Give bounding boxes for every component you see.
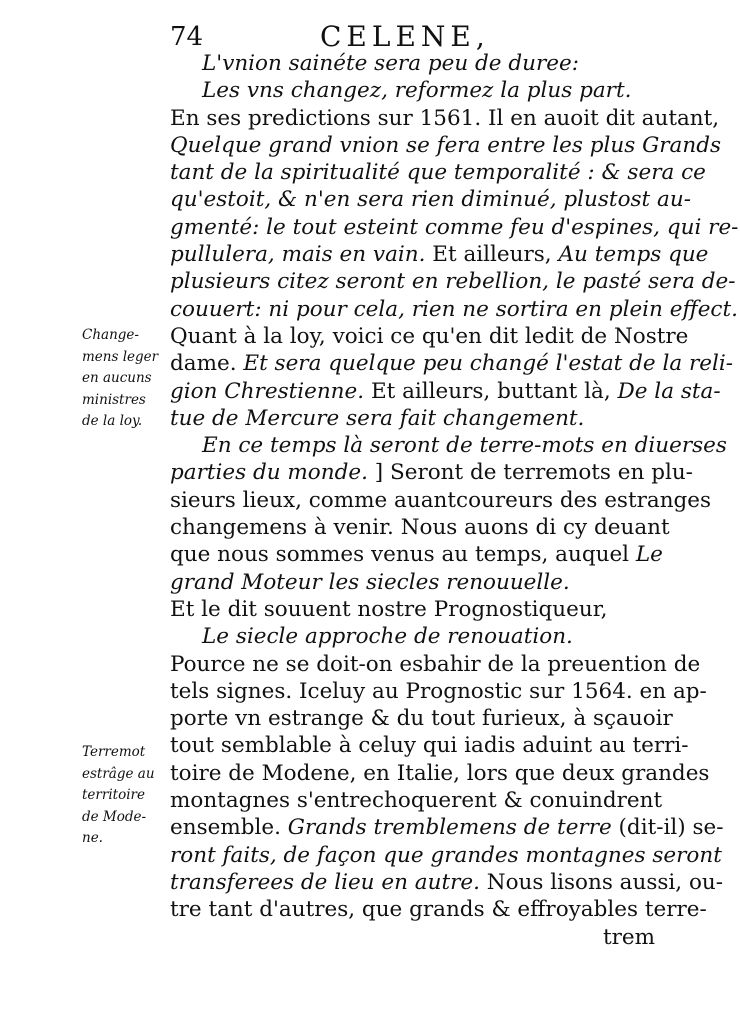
line-text: tout semblable à celuy qui iadis aduint au terri-: [170, 733, 689, 759]
margin-note-line: de la loy.: [82, 413, 143, 429]
line-text-tail: Et ailleurs, buttant là,: [370, 378, 611, 404]
text-line: [170, 514, 670, 541]
line-text: Quant à la loy, voici ce qu'en dit ledit de Nostre: [170, 323, 689, 349]
line-text: pullulera, mais en vain.: [170, 242, 426, 268]
text-line: [170, 405, 655, 432]
line-text: En ses predictions sur 1561. Il en auoit dit autant,: [170, 105, 720, 131]
line-text: L'vnion sainéte sera peu de duree:: [202, 51, 579, 76]
text-line: [170, 241, 709, 268]
line-text: qu'estoit, & n'en sera rien diminué, plustost au-: [170, 187, 691, 213]
text-line: [170, 77, 655, 104]
line-text-tail: Nous lisons aussi, ou-: [486, 869, 724, 895]
line-text: parties du monde.: [170, 460, 368, 486]
margin-note-1: [82, 325, 168, 433]
line-text: gmenté: le tout esteint comme feu d'espines, qui re-: [170, 214, 739, 240]
page-header: [170, 22, 670, 52]
text-line: [170, 214, 739, 241]
margin-note-line: mens leger: [82, 348, 159, 365]
margin-note-line: en aucuns: [82, 370, 152, 386]
margin-note-2: [82, 742, 168, 850]
text-line: [170, 186, 691, 213]
line-text: tels signes. Iceluy au Prognostic sur 1564. en ap-: [170, 678, 707, 704]
text-line: [170, 296, 738, 323]
text-line: [170, 678, 707, 705]
text-line: [170, 732, 689, 759]
line-text: montagnes s'entrechoquerent & conuindrent: [170, 788, 663, 814]
margin-note-line: ne.: [82, 830, 103, 846]
text-line: [170, 924, 655, 951]
line-text: Pource ne se doit-on esbahir de la preuention de: [170, 651, 701, 677]
margin-note-line: de Mode-: [82, 808, 147, 825]
line-text: porte vn estrange & du tout furieux, à sçauoir: [170, 706, 673, 732]
line-text: tue de Mercure sera fait changement.: [170, 405, 585, 431]
line-text: ensemble.: [170, 815, 281, 841]
text-line: [170, 651, 701, 678]
text-line: [170, 896, 707, 923]
text-line: [170, 487, 712, 514]
line-text-tail: Grands tremblemens de terre: [287, 815, 612, 841]
text-line: [170, 50, 655, 77]
line-text: grand Moteur les siecles renouuelle.: [170, 569, 570, 595]
line-text: tant de la spiritualité que temporalité : & sera ce: [170, 160, 706, 186]
text-line: [170, 623, 655, 650]
line-text: trem: [602, 924, 655, 950]
line-text-tail: Au temps que: [558, 242, 709, 268]
text-line: [170, 268, 736, 295]
text-line: [170, 760, 710, 787]
line-text-tail: De la sta-: [617, 378, 721, 404]
text-line: [170, 159, 706, 186]
line-text: ront faits, de façon que grandes montagnes seront: [170, 842, 722, 868]
line-text: plusieurs citez seront en rebellion, le pasté sera de-: [170, 269, 736, 295]
line-text: tre tant d'autres, que grands & effroyables terre-: [170, 897, 707, 923]
line-text: gion Chrestienne.: [170, 378, 365, 404]
line-text-tail: Et sera quelque peu changé l'estat de la reli-: [243, 351, 733, 377]
line-text-tail: (dit-il) se-: [618, 815, 724, 841]
text-line: [170, 432, 727, 459]
margin-note-line: Terremot: [82, 744, 146, 760]
text-line: [170, 705, 673, 732]
line-text: dame.: [170, 351, 237, 377]
body-text: [170, 50, 739, 951]
text-line: [170, 323, 689, 350]
margin-note-line: ministres: [82, 391, 146, 408]
line-text: Et le dit souuent nostre Prognostiqueur,: [170, 596, 608, 622]
text-line: [170, 842, 722, 869]
line-text: sieurs lieux, comme auantcoureurs des estranges: [170, 487, 712, 513]
text-line: [170, 459, 693, 486]
page-number: 74: [170, 22, 204, 52]
line-text: Les vns changez, reformez la plus part.: [202, 78, 632, 104]
line-text: En ce temps là seront de terre-mots en diuerses: [202, 433, 727, 459]
text-line: [170, 541, 663, 568]
text-line: [170, 378, 721, 405]
text-line: [170, 596, 655, 623]
line-text-tail: Le: [635, 542, 663, 568]
line-text-tail: ] Seront de terremots en plu-: [374, 460, 693, 486]
line-text: transferees de lieu en autre.: [170, 869, 480, 895]
margin-note-line: estrâge au: [82, 765, 155, 782]
margin-note-line: Change-: [82, 327, 139, 343]
running-title: CELENE,: [320, 20, 490, 53]
text-line: [170, 869, 724, 896]
line-text: Le siecle approche de renouation.: [202, 624, 573, 650]
line-text: toire de Modene, en Italie, lors que deux grandes: [170, 760, 710, 786]
line-text: que nous sommes venus au temps, auquel: [170, 542, 630, 568]
line-text-tail: Et ailleurs,: [432, 242, 552, 268]
text-line: [170, 105, 720, 132]
text-line: [170, 569, 655, 596]
margin-note-line: territoire: [82, 787, 145, 803]
line-text: Quelque grand vnion se fera entre les plus Grands: [170, 132, 722, 158]
line-text: changemens à venir. Nous auons di cy deuant: [170, 515, 670, 541]
text-line: [170, 350, 733, 377]
line-text: couuert: ni pour cela, rien ne sortira en plein effect.: [170, 296, 738, 322]
text-line: [170, 814, 724, 841]
text-line: [170, 132, 722, 159]
text-line: [170, 787, 663, 814]
